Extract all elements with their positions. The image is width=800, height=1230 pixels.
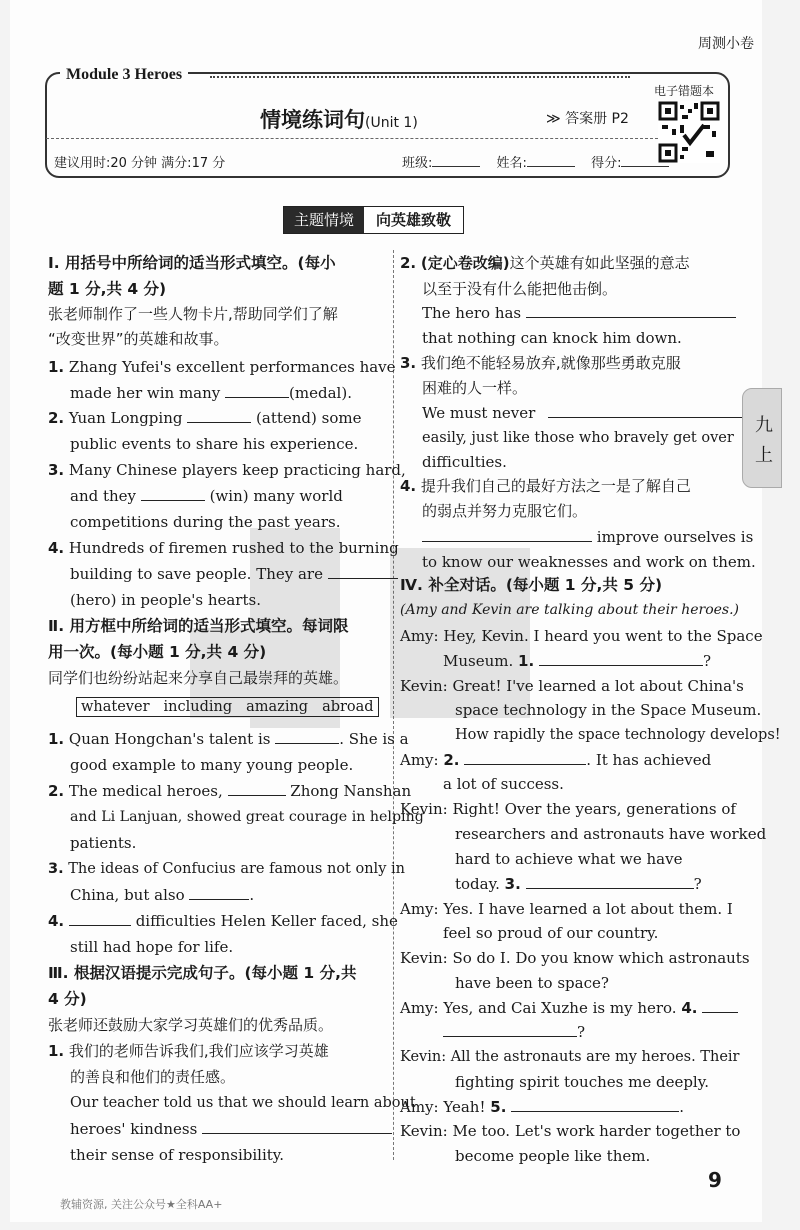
question-number: 2. [48, 409, 65, 427]
word-bank [76, 697, 379, 717]
dialogue-line-8 [400, 1047, 739, 1067]
dialogue-text: today. [455, 875, 500, 893]
blank-number: 4. [681, 999, 698, 1017]
speaker: Amy: [400, 999, 439, 1017]
dialogue-line-4c: hard to achieve what we have [455, 850, 683, 868]
question-text: Yuan Longping [68, 409, 183, 427]
dialogue-line-2 [400, 676, 744, 696]
blank-number: 2. [443, 751, 460, 769]
answer-blank[interactable] [526, 304, 736, 318]
page-title [260, 104, 418, 134]
name-blank[interactable] [527, 153, 575, 167]
answer-blank[interactable] [228, 782, 286, 796]
answer-reference: ≫ 答案册 P2 [546, 111, 629, 127]
dialogue-line-4 [400, 799, 736, 819]
word-bank-item: whatever [81, 699, 150, 715]
s3-question-1-en3: their sense of responsibility. [70, 1146, 285, 1164]
question-text: 我们的老师告诉我们,我们应该学习英雄 [68, 1042, 329, 1060]
speaker: Kevin: [400, 800, 448, 818]
answer-blank[interactable] [141, 487, 205, 501]
dialogue-line-4d [455, 874, 702, 894]
answer-blank[interactable] [702, 999, 738, 1013]
section-4-title: Ⅳ. 补全对话。(每小题 1 分,共 5 分) [400, 576, 663, 594]
dialogue-line-3 [400, 750, 711, 770]
question-number: 2. [400, 254, 417, 272]
s3-question-4-en2: to know our weaknesses and work on them. [422, 553, 756, 571]
question-text: (attend) some [256, 409, 362, 427]
s1-question-4 [48, 538, 399, 558]
question-text: Zhong Nanshan [290, 782, 412, 800]
footer-watermark: 教辅资源, 关注公众号★全科AA+ [60, 1198, 223, 1211]
s2-question-2-line2: and Li Lanjuan, showed great courage in helping [70, 809, 424, 825]
question-text: . [249, 886, 255, 904]
dialogue-text: Yes, and Cai Xuzhe is my hero. [443, 999, 677, 1017]
dialogue-text: All the astronauts are my heroes. Their [450, 1049, 740, 1065]
dialogue-line-3b: a lot of success. [443, 775, 564, 793]
question-text: The hero has [422, 304, 522, 322]
dialogue-line-6b: have been to space? [455, 974, 609, 992]
header-divider [46, 138, 658, 139]
grade-label: 九 [755, 415, 773, 436]
dialogue-line-7b [443, 1022, 585, 1042]
section-1-intro: 张老师制作了一些人物卡片,帮助同学们了解 [48, 305, 338, 323]
question-number: 3. [400, 354, 417, 372]
s3-question-3-en3: difficulties. [422, 453, 507, 471]
s3-question-3-cn2: 困难的人一样。 [422, 379, 528, 397]
s1-question-2-line2: public events to share his experience. [70, 435, 359, 453]
blank-number: 1. [518, 652, 535, 670]
dialogue-text: . [679, 1098, 684, 1116]
s3-question-1-en: Our teacher told us that we should learn about [70, 1095, 416, 1111]
question-text: Zhang Yufei's excellent performances have [68, 358, 396, 376]
section-1-title: Ⅰ. 用括号中所给词的适当形式填空。(每小 [48, 254, 336, 272]
question-number: 2. [48, 782, 65, 800]
dialogue-line-4b: researchers and astronauts have worked [455, 825, 767, 843]
s3-question-3 [400, 353, 681, 373]
answer-blank[interactable] [225, 384, 289, 398]
s3-question-2-en [422, 303, 736, 323]
dialogue-line-9 [400, 1097, 684, 1117]
answer-blank[interactable] [422, 528, 592, 542]
speaker: Kevin: [400, 677, 448, 695]
speaker: Amy: [400, 900, 439, 918]
question-text: 我们绝不能轻易放弃,就像那些勇敢克服 [420, 354, 681, 372]
question-text: 提升我们自己的最好方法之一是了解自己 [420, 477, 691, 495]
question-text: difficulties Helen Keller faced, she [135, 912, 398, 930]
question-text: (win) many world [209, 487, 343, 505]
s1-question-4-line2 [70, 564, 398, 584]
question-number: 1. [48, 358, 65, 376]
dialogue-line-10 [400, 1121, 740, 1141]
s1-question-1 [48, 357, 396, 377]
s2-question-4-line2: still had hope for life. [70, 938, 234, 956]
dialogue-text: Museum. [443, 652, 514, 670]
dialogue-text: Great! I've learned a lot about China's [452, 677, 744, 695]
speaker: Kevin: [400, 949, 448, 967]
dialogue-text: So do I. Do you know which astronauts [452, 949, 750, 967]
answer-blank[interactable] [511, 1098, 679, 1112]
answer-blank[interactable] [548, 404, 744, 418]
student-fields [402, 152, 681, 171]
question-number: 3. [48, 861, 64, 877]
dialogue-text: ? [693, 875, 702, 893]
s1-question-1-line2 [70, 383, 352, 403]
s3-question-3-en2: easily, just like those who bravely get over [422, 430, 734, 446]
dialogue-text: Hey, Kevin. I heard you went to the Space [443, 627, 763, 645]
question-text: 这个英雄有如此坚强的意志 [509, 254, 690, 272]
class-blank[interactable] [432, 153, 480, 167]
dialogue-text: . It has achieved [586, 751, 712, 769]
dialogue-text: Yes. I have learned a lot about them. I [443, 900, 733, 918]
s1-question-3-line2 [70, 486, 343, 506]
s3-question-1-cn2: 的善良和他们的责任感。 [70, 1068, 236, 1086]
question-text: and they [70, 487, 137, 505]
question-text: Quan Hongchan's talent is [68, 730, 271, 748]
answer-blank[interactable] [202, 1120, 392, 1134]
grade-side-tab [742, 388, 782, 488]
s3-question-4-cn2: 的弱点并努力克服它们。 [422, 502, 588, 520]
dialogue-line-1b [443, 651, 711, 671]
blank-number: 5. [490, 1098, 507, 1116]
speaker: Amy: [400, 627, 439, 645]
question-number: 4. [48, 539, 65, 557]
s2-question-3-line2 [70, 885, 254, 905]
dialogue-text: ? [702, 652, 711, 670]
class-label: 班级: [402, 156, 433, 171]
s3-question-4 [400, 476, 691, 496]
theme-banner [283, 206, 464, 234]
answer-blank[interactable] [187, 409, 251, 423]
section-2-title-cont: 用一次。(每小题 1 分,共 4 分) [48, 643, 267, 661]
answer-blank[interactable] [526, 875, 694, 889]
question-text: made her win many [70, 384, 221, 402]
s2-question-1 [48, 729, 409, 749]
answer-blank-cont[interactable] [443, 1023, 577, 1037]
answer-blank[interactable] [189, 886, 249, 900]
s3-question-2 [400, 253, 690, 273]
header-dash-line [210, 76, 630, 78]
theme-topic: 向英雄致敬 [364, 207, 463, 233]
qr-code-icon[interactable] [658, 101, 720, 163]
question-text: The ideas of Confucius are famous not only in [68, 861, 405, 877]
answer-blank[interactable] [69, 912, 131, 926]
question-text: We must never [422, 404, 536, 422]
speaker: Kevin: [400, 1049, 447, 1065]
question-text: improve ourselves is [596, 528, 754, 546]
speaker: Amy: [400, 1098, 439, 1116]
s3-question-3-en [422, 403, 744, 423]
answer-blank[interactable] [539, 652, 703, 666]
section-2-title: Ⅱ. 用方框中所给词的适当形式填空。每词限 [48, 617, 349, 635]
s2-question-2 [48, 781, 411, 801]
dialogue-line-8b: fighting spirit touches me deeply. [455, 1073, 709, 1091]
dialogue-line-2b: space technology in the Space Museum. [455, 701, 762, 719]
question-number: 4. [400, 477, 417, 495]
score-label: 得分: [591, 156, 622, 171]
s3-question-2-cn2: 以至于没有什么能把他击倒。 [422, 280, 618, 298]
answer-blank[interactable] [275, 730, 339, 744]
speaker: Amy: [400, 751, 439, 769]
dialogue-text: ? [577, 1023, 586, 1041]
dialogue-line-5 [400, 899, 733, 919]
section-4-intro: (Amy and Kevin are talking about their heroes.) [400, 602, 740, 618]
question-text: (medal). [289, 384, 352, 402]
s2-question-4 [48, 911, 398, 931]
word-bank-item: abroad [322, 699, 374, 715]
dialogue-line-1 [400, 626, 763, 646]
module-title: Module 3 Heroes [60, 66, 188, 84]
title-text: 情境练词句 [260, 108, 365, 132]
question-text: Hundreds of firemen rushed to the burning [68, 539, 399, 557]
section-3-title-cont: 4 分) [48, 990, 87, 1008]
series-label: 周测小卷 [698, 36, 754, 52]
s1-question-2 [48, 408, 362, 428]
section-3-title: Ⅲ. 根据汉语提示完成句子。(每小题 1 分,共 [48, 964, 357, 982]
s3-question-4-en [422, 527, 753, 547]
answer-blank[interactable] [328, 565, 398, 579]
source-tag: (定心卷改编) [420, 254, 510, 272]
s2-question-2-line3: patients. [70, 834, 137, 852]
question-number: 3. [48, 461, 65, 479]
question-text: The medical heroes, [68, 782, 223, 800]
dialogue-line-2c: How rapidly the space technology develops! [455, 727, 781, 743]
question-number: 1. [48, 730, 65, 748]
s3-question-2-en2: that nothing can knock him down. [422, 329, 682, 347]
section-2-intro: 同学们也纷纷站起来分享自己最崇拜的英雄。 [48, 669, 349, 687]
unit-label: (Unit 1) [365, 115, 418, 131]
page-number: 9 [708, 1168, 722, 1192]
time-score-info: 建议用时:20 分钟 满分:17 分 [54, 156, 226, 171]
question-text: . She is a [339, 730, 409, 748]
question-text: building to save people. They are [70, 565, 323, 583]
dialogue-line-5b: feel so proud of our country. [443, 924, 659, 942]
s2-question-1-line2: good example to many young people. [70, 756, 354, 774]
s2-question-3 [48, 859, 405, 879]
dialogue-line-10b: become people like them. [455, 1147, 651, 1165]
name-label: 姓名: [496, 156, 527, 171]
theme-label: 主题情境 [284, 207, 364, 233]
dialogue-line-7 [400, 998, 738, 1018]
question-text: Many Chinese players keep practicing hard, [68, 461, 406, 479]
question-number: 4. [48, 912, 65, 930]
section-3-intro: 张老师还鼓励大家学习英雄们的优秀品质。 [48, 1016, 334, 1034]
s3-question-1-en2 [70, 1119, 392, 1139]
blank-number: 3. [504, 875, 521, 893]
word-bank-item: amazing [246, 699, 309, 715]
speaker: Kevin: [400, 1122, 448, 1140]
answer-blank[interactable] [464, 751, 586, 765]
s1-question-3 [48, 460, 406, 480]
s1-question-4-line3: (hero) in people's hearts. [70, 591, 261, 609]
s3-question-1 [48, 1041, 329, 1061]
dialogue-line-6 [400, 948, 750, 968]
s1-question-3-line3: competitions during the past years. [70, 513, 341, 531]
dialogue-text: Right! Over the years, generations of [452, 800, 736, 818]
word-bank-item: including [163, 699, 233, 715]
section-1-intro-cont: “改变世界”的英雄和故事。 [48, 330, 229, 348]
qr-label: 电子错题本 [654, 84, 715, 98]
question-text: China, but also [70, 886, 185, 904]
question-text: heroes' kindness [70, 1120, 198, 1138]
term-label: 上 [755, 445, 773, 466]
section-1-title-cont: 题 1 分,共 4 分) [48, 280, 167, 298]
question-number: 1. [48, 1042, 65, 1060]
dialogue-text: Yeah! [443, 1098, 486, 1116]
dialogue-text: Me too. Let's work harder together to [452, 1122, 741, 1140]
